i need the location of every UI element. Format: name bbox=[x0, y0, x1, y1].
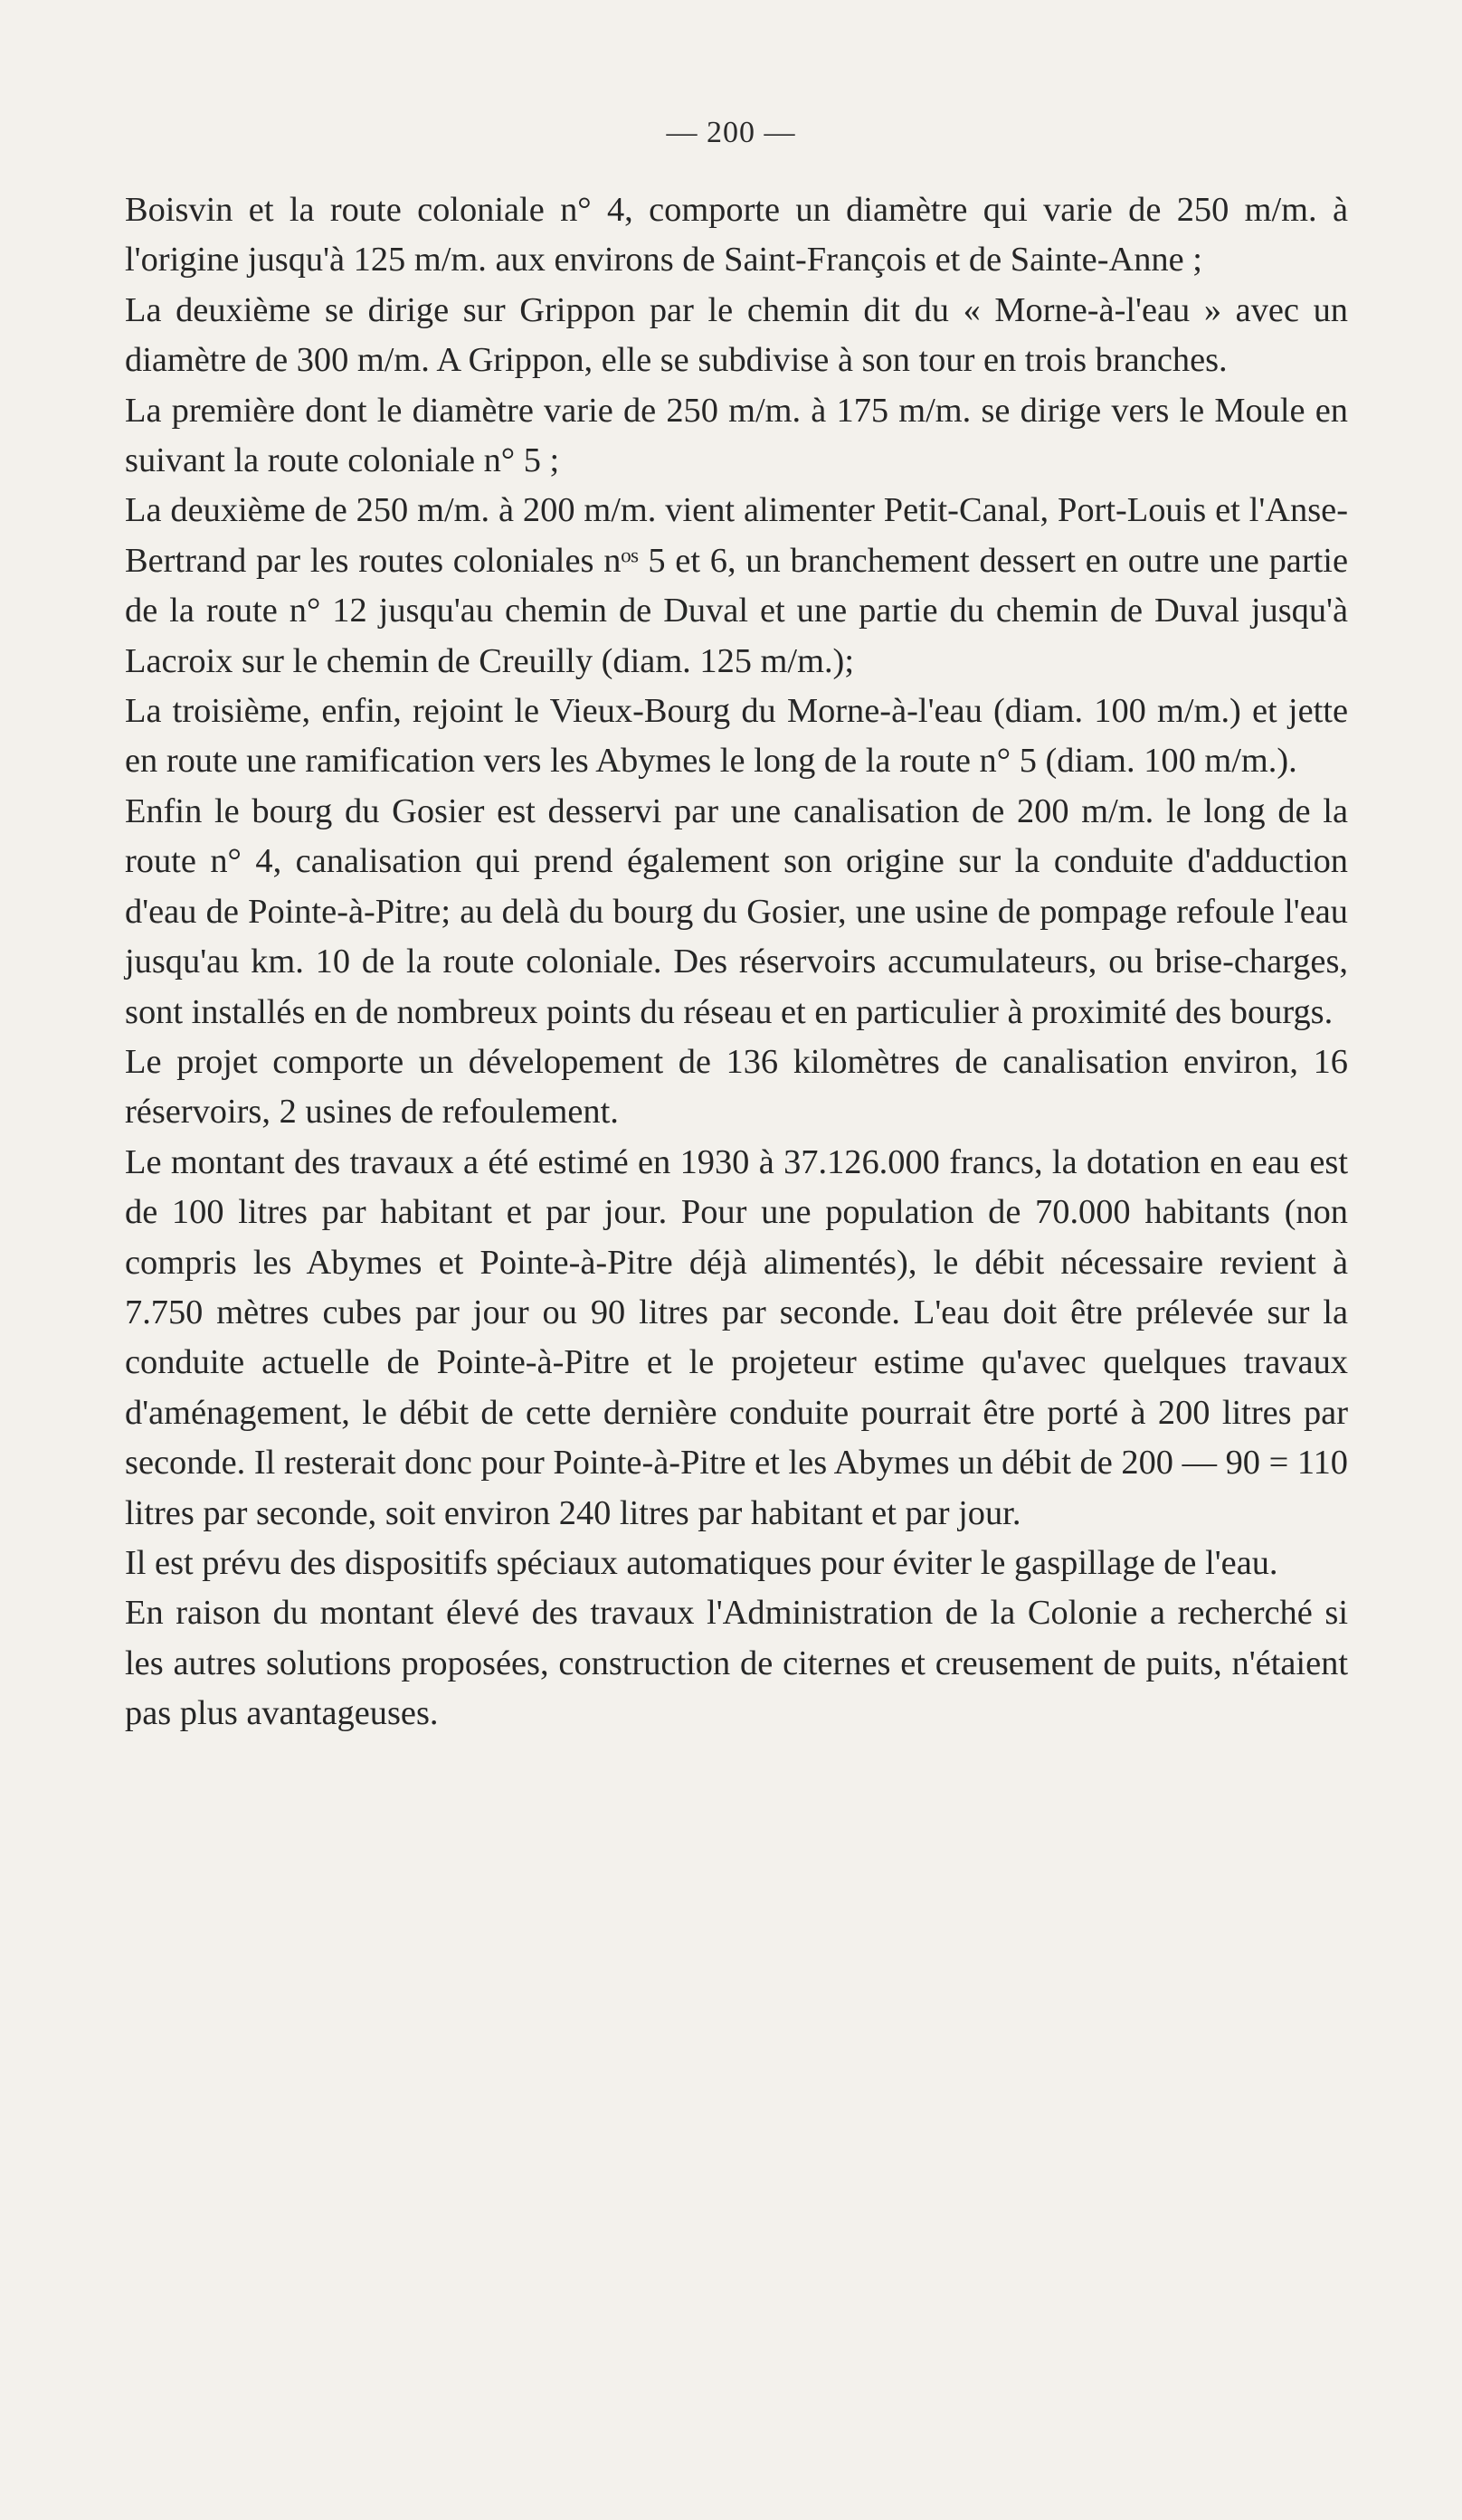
paragraph-9: Il est prévu des dispositifs spéciaux automatiques pour éviter le gaspillage de l'eau. bbox=[125, 1543, 1278, 1582]
paragraph-8: Le montant des travaux a été estimé en 1930 à 37.126.000 francs, la dotation en eau est de 100 litres par habitant et par jour. Pour une population de 70.000 habitants (non compris les Abymes et Pointe-à-Pitre déjà alimentés), le débit nécessaire revient à 7.750 mètres cubes par jour ou 90 litres par seconde. L'eau doit être prélevée sur la conduite actuelle de Pointe-à-Pitre et le projeteur estime qu'avec quelques travaux d'aménagement, le débit de cette dernière conduite pourrait être porté à 200 litres par seconde. Il resterait donc pour Pointe-à-Pitre et les Abymes un débit de 200 — 90 = 110 litres par seconde, soit environ 240 litres par habitant et par jour. bbox=[125, 1142, 1348, 1532]
page-number: — 200 — bbox=[666, 116, 796, 149]
paragraph-2: La deuxième se dirige sur Grippon par le chemin dit du « Morne-à-l'eau » avec un diamètre de 300 m/m. A Grippon, elle se subdivise à son tour en trois branches. bbox=[125, 290, 1348, 380]
body-text bbox=[125, 185, 1348, 1739]
paragraph-7: Le projet comporte un dévelopement de 136 kilomètres de canalisation environ, 16 réservoirs, 2 usines de refoulement. bbox=[125, 1042, 1348, 1132]
paragraph-5: La troisième, enfin, rejoint le Vieux-Bourg du Morne-à-l'eau (diam. 100 m/m.) et jette en route une ramification vers les Abymes le long de la route n° 5 (diam. 100 m/m.). bbox=[125, 692, 1348, 781]
paragraph-3: La première dont le diamètre varie de 250 m/m. à 175 m/m. se dirige vers le Moule en suivant la route coloniale n° 5 ; bbox=[125, 391, 1348, 480]
paragraph-1: Boisvin et la route coloniale n° 4, comporte un diamètre qui varie de 250 m/m. à l'origine jusqu'à 125 m/m. aux environs de Saint-François et de Sainte-Anne ; bbox=[125, 191, 1348, 279]
paragraph-4: La deuxième de 250 m/m. à 200 m/m. vient alimenter Petit-Canal, Port-Louis et l'Anse-Bertrand par les routes coloniales nᵒˢ 5 et 6, un branchement dessert en outre une partie de la route n° 12 jusqu'au chemin de Duval et une partie du chemin de Duval jusqu'à Lacroix sur le chemin de Creuilly (diam. 125 m/m.); bbox=[125, 491, 1348, 680]
paragraph-6: Enfin le bourg du Gosier est desservi par une canalisation de 200 m/m. le long de la route n° 4, canalisation qui prend également son origine sur la conduite d'adduction d'eau de Pointe-à-Pitre; au delà du bourg du Gosier, une usine de pompage refoule l'eau jusqu'au km. 10 de la route coloniale. Des réservoirs accumulateurs, ou brise-charges, sont installés en de nombreux points du réseau et en particulier à proximité des bourgs. bbox=[125, 791, 1348, 1031]
paragraph-10: En raison du montant élevé des travaux l'Administration de la Colonie a recherché si les autres solutions proposées, construction de citernes et creusement de puits, n'étaient pas plus avantageuses. bbox=[125, 1594, 1348, 1733]
